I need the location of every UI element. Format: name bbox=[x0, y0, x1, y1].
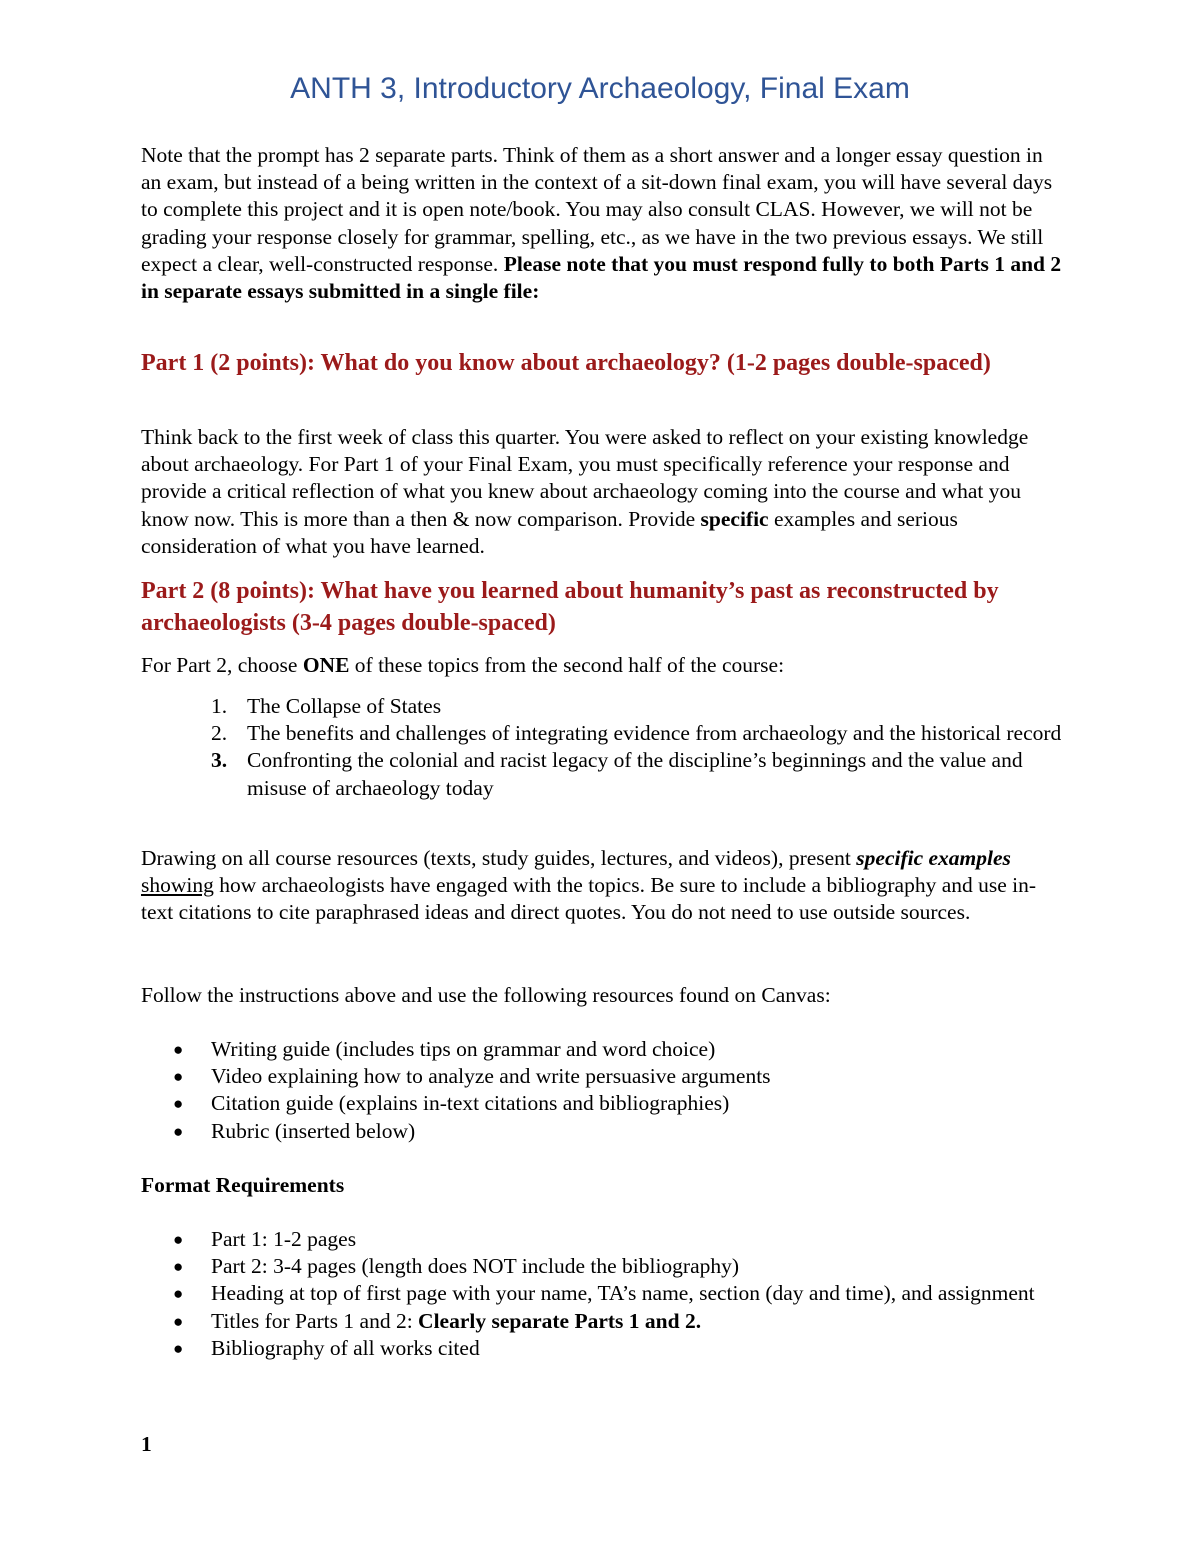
resources-list bbox=[141, 1036, 1066, 1145]
format-text: Part 2: 3-4 pages (length does NOT include the bibliography) bbox=[211, 1254, 740, 1279]
page-number: 1 bbox=[141, 1432, 152, 1456]
drawing-showing: showing bbox=[141, 873, 214, 898]
topic-number: 1. bbox=[211, 694, 228, 718]
bullet-icon: ● bbox=[173, 1311, 184, 1331]
part1-heading: Part 1 (2 points): What do you know about archaeology? (1-2 pages double-spaced) bbox=[141, 350, 991, 376]
bullet-icon: ● bbox=[173, 1040, 184, 1059]
format-text-bold: Clearly separate Parts 1 and 2. bbox=[418, 1308, 702, 1333]
part1-paragraph bbox=[141, 424, 1066, 560]
resources-lead: Follow the instructions above and use the following resources found on Canvas: bbox=[141, 983, 831, 1007]
intro-paragraph bbox=[141, 142, 1066, 305]
bullet-icon: ● bbox=[173, 1094, 184, 1114]
part2-lead-a: For Part 2, choose bbox=[141, 653, 303, 677]
resource-item bbox=[141, 1090, 1066, 1117]
format-item bbox=[141, 1253, 1066, 1280]
resource-text: Citation guide (explains in-text citations and bibliographies) bbox=[211, 1091, 730, 1116]
part2-lead bbox=[141, 652, 1066, 679]
format-text: Bibliography of all works cited bbox=[211, 1335, 480, 1360]
drawing-text-a: Drawing on all course resources (texts, study guides, lectures, and videos), present bbox=[141, 846, 857, 870]
topic-list bbox=[141, 693, 1066, 802]
intro-text: Note that the prompt has 2 separate parts. Think of them as a short answer and a longer essay question in an exam, but instead of a being written in the context of a sit-down final exam, you will have several days to complete this project and it is open note/book. You may also consult CLAS. However, we will not be grading your response closely for grammar, spelling, etc., as we have in the two previous essays. We still expect a clear, well-constructed response. bbox=[141, 143, 1053, 276]
topic-item bbox=[141, 747, 1066, 801]
part2-lead-bold: ONE bbox=[302, 653, 350, 677]
topic-text: The benefits and challenges of integrating evidence from archaeology and the historical record bbox=[247, 721, 1062, 746]
topic-text: The Collapse of States bbox=[247, 694, 442, 718]
bullet-icon: ● bbox=[173, 1338, 184, 1358]
topic-number: 2. bbox=[211, 721, 228, 746]
topic-number: 3. bbox=[211, 748, 228, 773]
resource-item bbox=[141, 1036, 1066, 1063]
format-text: Titles for Parts 1 and 2: bbox=[211, 1308, 419, 1333]
part1-text-b: examples and serious consideration of what you have learned. bbox=[141, 506, 958, 558]
resource-text: Rubric (inserted below) bbox=[211, 1118, 416, 1143]
resource-item bbox=[141, 1118, 1066, 1145]
format-list bbox=[141, 1226, 1066, 1362]
resource-text: Writing guide (includes tips on grammar and word choice) bbox=[211, 1037, 716, 1061]
format-heading: Format Requirements bbox=[141, 1173, 345, 1197]
format-text: Part 1: 1-2 pages bbox=[211, 1227, 357, 1251]
topic-item bbox=[141, 720, 1066, 747]
intro-bold-note: Please note that you must respond fully to both Parts 1 and 2 in separate essays submitted in a single file: bbox=[141, 251, 1062, 304]
format-item bbox=[141, 1226, 1066, 1253]
format-item bbox=[141, 1335, 1066, 1362]
topic-text: Confronting the colonial and racist legacy of the discipline’s beginnings and the value and misuse of archaeology today bbox=[247, 748, 1023, 800]
bullet-icon: ● bbox=[173, 1121, 184, 1141]
format-item bbox=[141, 1280, 1066, 1307]
resource-text: Video explaining how to analyze and write persuasive arguments bbox=[211, 1064, 771, 1089]
part2-drawing-paragraph bbox=[141, 845, 1066, 927]
format-text: Heading at top of first page with your name, TA’s name, section (day and time), and assignment bbox=[211, 1281, 1035, 1306]
bullet-icon: ● bbox=[173, 1067, 184, 1087]
part2-lead-b: of these topics from the second half of the course: bbox=[349, 653, 785, 677]
part1-text-bold: specific bbox=[700, 506, 769, 531]
part2-heading: Part 2 (8 points): What have you learned about humanity’s past as reconstructed by archaeologists (3-4 pages double-spaced) bbox=[141, 578, 999, 636]
resource-item bbox=[141, 1063, 1066, 1090]
drawing-specific-examples: specific examples bbox=[856, 846, 1011, 870]
topic-item bbox=[141, 693, 1066, 720]
document-title: ANTH 3, Introductory Archaeology, Final Exam bbox=[290, 72, 910, 105]
bullet-icon: ● bbox=[173, 1230, 184, 1249]
drawing-text-b: how archaeologists have engaged with the topics. Be sure to include a bibliography and use in-text citations to cite paraphrased ideas and direct quotes. You do not need to use outside sources. bbox=[141, 873, 1037, 925]
bullet-icon: ● bbox=[173, 1284, 184, 1304]
bullet-icon: ● bbox=[173, 1257, 184, 1277]
part1-text-a: Think back to the first week of class this quarter. You were asked to reflect on your existing knowledge about archaeology. For Part 1 of your Final Exam, you must specifically reference your response and provide a critical reflection of what you knew about archaeology coming into the course and what you know now. This is more than a then & now comparison. Provide bbox=[141, 425, 1029, 531]
format-item bbox=[141, 1308, 1066, 1335]
